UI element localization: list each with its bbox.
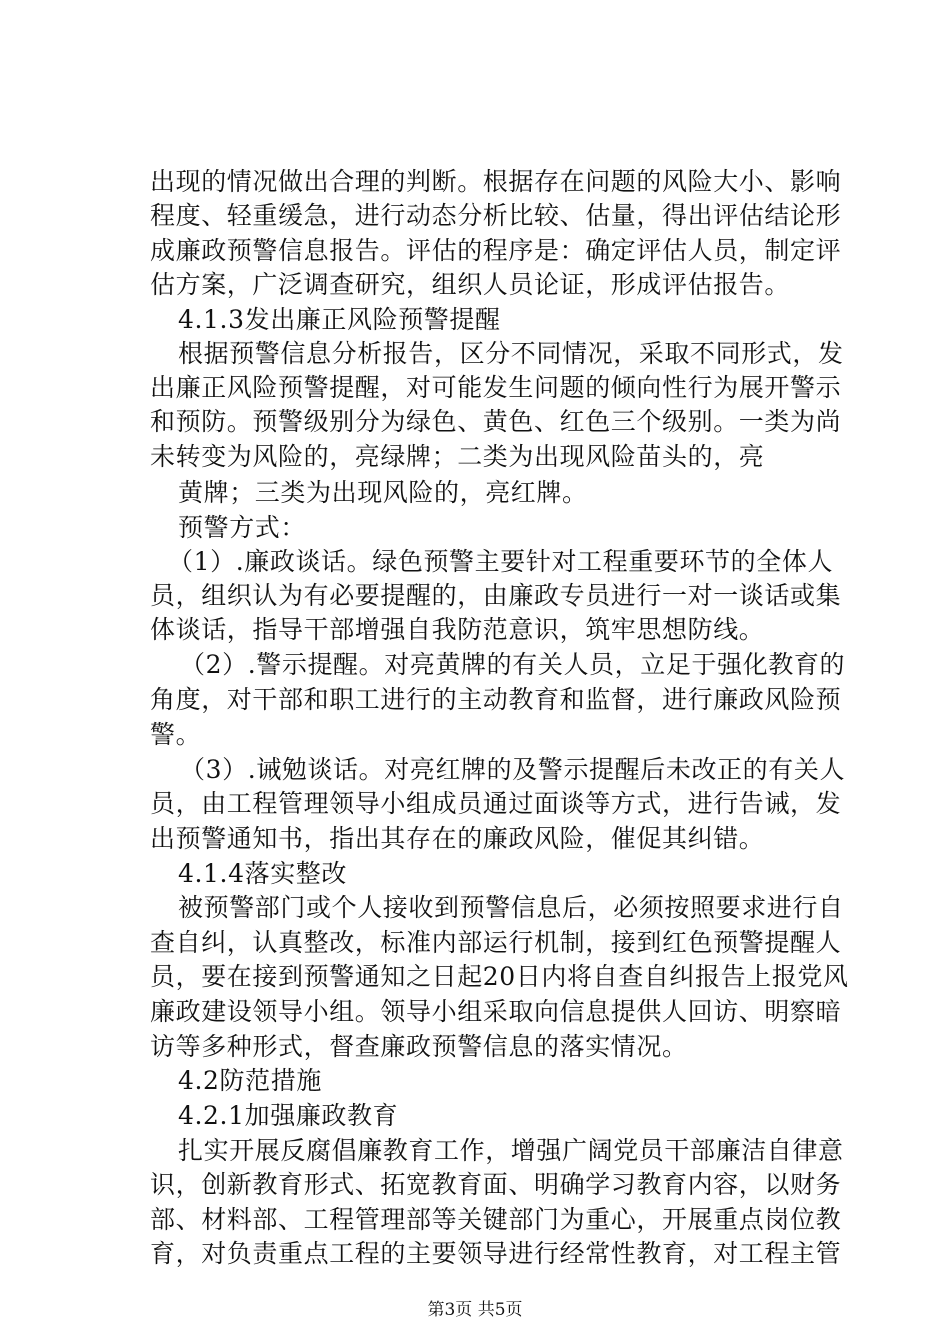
text-line: 根据预警信息分析报告，区分不同情况，采取不同形式，发	[178, 339, 844, 368]
section-heading: 4.1.4落实整改	[178, 859, 348, 888]
text-line: 访等多种形式，督查廉政预警信息的落实情况。	[150, 1032, 688, 1061]
text-line: 警。	[150, 720, 202, 749]
section-heading: 4.2防范措施	[178, 1066, 322, 1095]
text-line: 扎实开展反腐倡廉教育工作，增强广阔党员干部廉洁自律意	[178, 1136, 844, 1165]
text-line: 出预警通知书，指出其存在的廉政风险，催促其纠错。	[150, 824, 765, 853]
text-line: 成廉政预警信息报告。评估的程序是：确定评估人员，制定评	[150, 236, 842, 265]
text-line: 出廉正风险预警提醒，对可能发生问题的倾向性行为展开警示	[150, 373, 842, 402]
text-line: （1）.廉政谈话。绿色预警主要针对工程重要环节的全体人	[168, 547, 834, 576]
text-line: 程度、轻重缓急，进行动态分析比较、估量，得出评估结论形	[150, 201, 842, 230]
text-line: 体谈话，指导干部增强自我防范意识，筑牢思想防线。	[150, 615, 765, 644]
text-line: 预警方式：	[178, 513, 307, 542]
text-line: （3）.诫勉谈话。对亮红牌的及警示提醒后未改正的有关人	[180, 755, 846, 784]
text-line: 黄牌；三类为出现风险的，亮红牌。	[178, 478, 588, 507]
text-line: 角度，对干部和职工进行的主动教育和监督，进行廉政风险预	[150, 685, 842, 714]
text-line: 未转变为风险的，亮绿牌；二类为出现风险苗头的，亮	[150, 442, 765, 471]
page-footer: 第3页 共5页	[427, 1300, 523, 1320]
text-line: 估方案，广泛调查研究，组织人员论证，形成评估报告。	[150, 270, 791, 299]
section-heading: 4.2.1加强廉政教育	[178, 1101, 399, 1130]
text-line: 员，组织认为有必要提醒的，由廉政专员进行一对一谈话或集	[150, 581, 842, 610]
text-line: 和预防。预警级别分为绿色、黄色、红色三个级别。一类为尚	[150, 407, 842, 436]
section-heading: 4.1.3发出廉正风险预警提醒	[178, 305, 501, 334]
text-line: 识，创新教育形式、拓宽教育面、明确学习教育内容，以财务	[150, 1170, 842, 1199]
text-line: 廉政建设领导小组。领导小组采取向信息提供人回访、明察暗	[150, 997, 842, 1026]
text-line: 被预警部门或个人接收到预警信息后，必须按照要求进行自	[178, 893, 844, 922]
text-line: 育，对负责重点工程的主要领导进行经常性教育，对工程主管	[150, 1239, 842, 1268]
text-line: 出现的情况做出合理的判断。根据存在问题的风险大小、影响	[150, 167, 842, 196]
text-line: 员，要在接到预警通知之日起20日内将自查自纠报告上报党风	[150, 962, 849, 991]
text-line: 查自纠，认真整改，标准内部运行机制，接到红色预警提醒人	[150, 928, 842, 957]
text-line: （2）.警示提醒。对亮黄牌的有关人员，立足于强化教育的	[180, 650, 846, 679]
text-line: 部、材料部、工程管理部等关键部门为重心，开展重点岗位教	[150, 1205, 842, 1234]
text-line: 员，由工程管理领导小组成员通过面谈等方式，进行告诫，发	[150, 789, 842, 818]
